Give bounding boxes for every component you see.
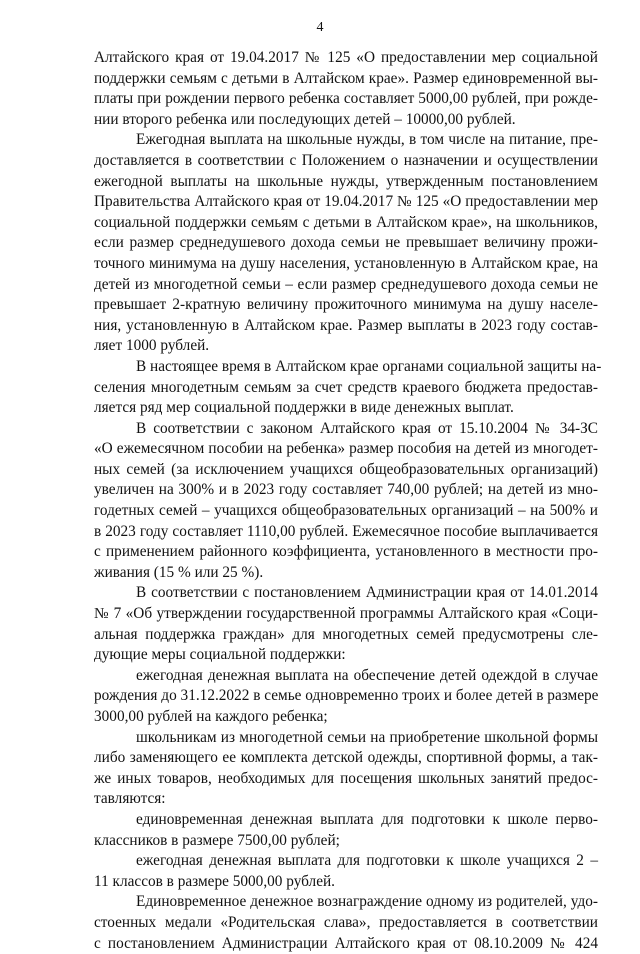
text-line: же иных товаров, необходимых для посещения школьных занятий предос- bbox=[94, 769, 598, 787]
text-line: ляется ряд мер социальной поддержки в виде денежных выплат. bbox=[94, 399, 514, 417]
text-line: дующие меры социальной поддержки: bbox=[94, 646, 346, 664]
text-line: 3000,00 рублей на каждого ребенка; bbox=[94, 708, 328, 725]
text-line: В настоящее время в Алтайском крае органами социальной защиты на- bbox=[136, 357, 602, 375]
text-line: живания (15 % или 25 %). bbox=[94, 563, 264, 581]
text-line: платы при рождении первого ребенка составляет 5000,00 рублей, при рожде- bbox=[94, 90, 598, 108]
text-line: альная поддержка граждан» для многодетных семей предусмотрены сле- bbox=[94, 625, 598, 643]
text-line: социальной поддержки семьям с детьми в Алтайском крае», на школьников, bbox=[94, 213, 598, 231]
text-line: единовременная денежная выплата для подготовки к школе перво- bbox=[136, 810, 598, 828]
text-line: стоенных медали «Родительская слава», предоставляется в соответствии bbox=[94, 913, 598, 931]
text-line: с применением районного коэффициента, установленного в местности про- bbox=[94, 543, 598, 561]
text-line: ежегодная денежная выплата на обеспечение детей одеждой в случае bbox=[136, 666, 598, 684]
text-line: если размер среднедушевого дохода семьи не превышает величину прожи- bbox=[94, 234, 598, 252]
text-line: ния, установленную в Алтайском крае. Размер выплаты в 2023 году состав- bbox=[94, 316, 598, 334]
text-line: доставляется в соответствии с Положением о назначении и осуществлении bbox=[94, 151, 598, 169]
text-line: 11 классов в размере 5000,00 рублей. bbox=[94, 872, 335, 890]
text-line: точного минимума на душу населения, установленную в Алтайском крае, на bbox=[94, 254, 598, 272]
text-line: Ежегодная выплата на школьные нужды, в том числе на питание, пре- bbox=[136, 131, 598, 149]
text-line: В соответствии с постановлением Администрации края от 14.01.2014 bbox=[136, 584, 598, 602]
text-line: нии второго ребенка или последующих детей – 10000,00 рублей. bbox=[94, 110, 516, 128]
text-line: ежегодная денежная выплата для подготовки к школе учащихся 2 – bbox=[136, 852, 598, 870]
text-line: с постановлением Администрации Алтайского края от 08.10.2009 № 424 bbox=[94, 934, 598, 952]
text-line: детей из многодетной семьи – если размер среднедушевого дохода семьи не bbox=[94, 275, 598, 293]
page-number: 4 bbox=[316, 20, 324, 35]
text-line: ных семей (за исключением учащихся общеобразовательных организаций) bbox=[94, 460, 598, 478]
text-line: увеличен на 300% и в 2023 году составляет 740,00 рублей; на детей из мно- bbox=[94, 481, 598, 499]
text-line: В соответствии с законом Алтайского края от 15.10.2004 № 34-ЗС bbox=[136, 419, 598, 437]
text-line: Правительства Алтайского края от 19.04.2017 № 125 «О предоставлении мер bbox=[94, 193, 598, 211]
text-line: годетных семей – учащихся общеобразовательных организаций – на 500% и bbox=[94, 502, 598, 520]
text-line: поддержки семьям с детьми в Алтайском крае». Размер единовременной вы- bbox=[94, 69, 598, 87]
text-line: рождения до 31.12.2022 в семье одновременно троих и более детей в размере bbox=[94, 687, 599, 705]
text-line: Алтайского края от 19.04.2017 № 125 «О предоставлении мер социальной bbox=[94, 49, 598, 66]
text-line: классников в размере 7500,00 рублей; bbox=[94, 831, 340, 849]
text-line: Единовременное денежное вознаграждение одному из родителей, удо- bbox=[136, 893, 598, 911]
text-line: школьникам из многодетной семьи на приобретение школьной формы bbox=[136, 728, 598, 746]
text-line: превышает 2-кратную величину прожиточного минимума на душу населе- bbox=[94, 296, 598, 314]
text-line: либо заменяющего ее комплекта детской одежды, спортивной формы, а так- bbox=[94, 749, 598, 767]
text-line: ежегодной выплаты на школьные нужды, утвержденным постановлением bbox=[94, 172, 598, 190]
text-line: «О ежемесячном пособии на ребенка» размер пособия на детей из многодет- bbox=[94, 440, 598, 458]
text-line: селения многодетным семьям за счет средств краевого бюджета предостав- bbox=[94, 378, 598, 396]
text-line: тавляются: bbox=[94, 790, 166, 808]
document-body bbox=[94, 48, 602, 954]
text-line: № 7 «Об утверждении государственной программы Алтайского края «Соци- bbox=[94, 605, 598, 623]
text-line: ляет 1000 рублей. bbox=[94, 337, 210, 355]
text-line: в 2023 году составляет 1110,00 рублей. Ежемесячное пособие выплачивается bbox=[94, 522, 598, 540]
